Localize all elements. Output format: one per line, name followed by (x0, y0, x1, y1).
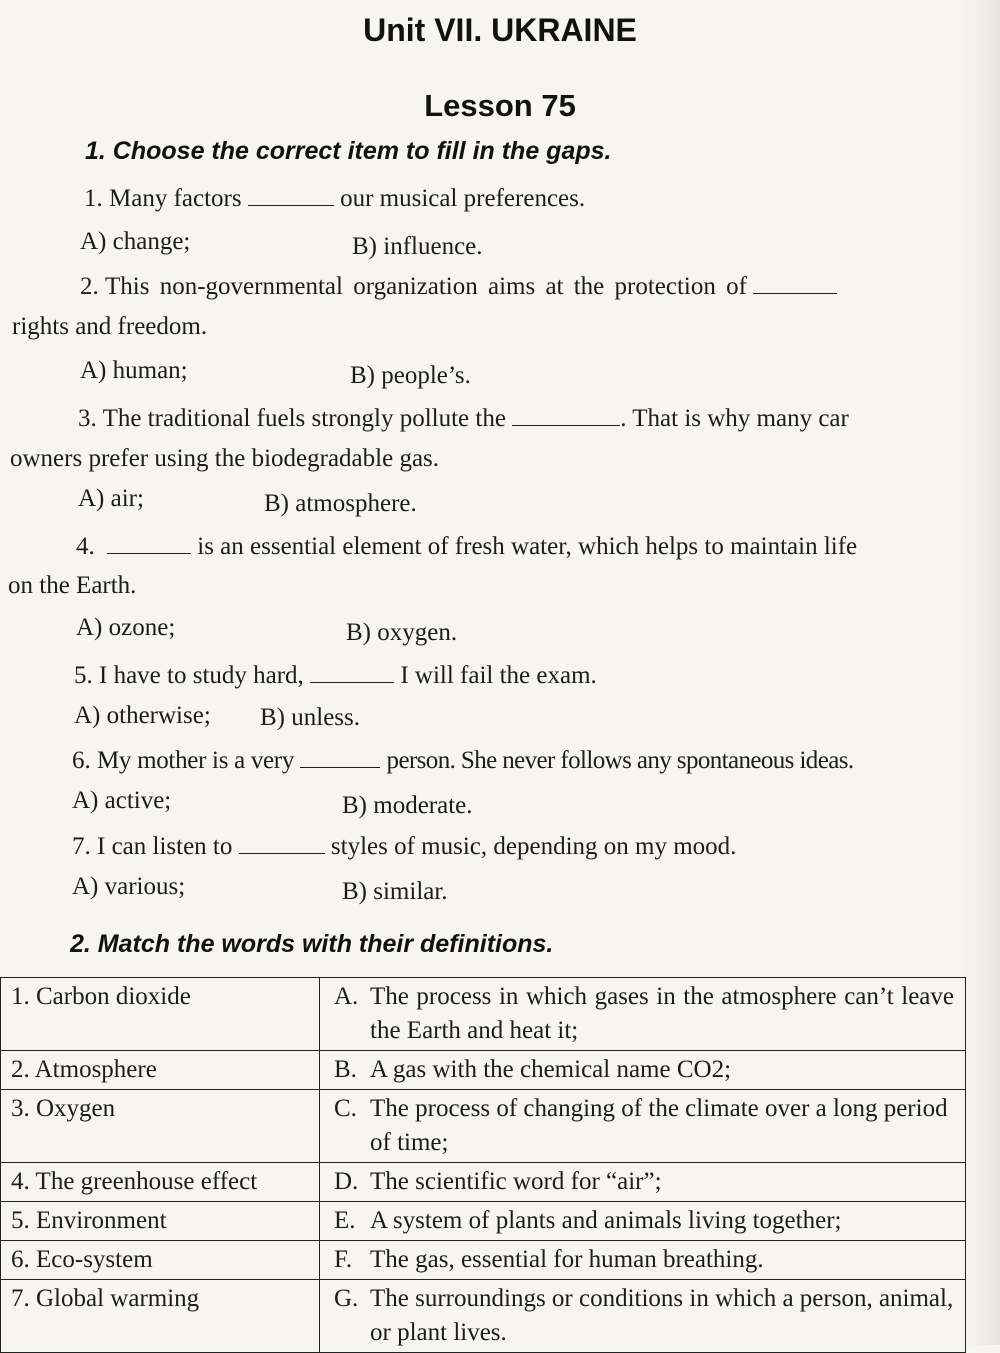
answer-gap[interactable] (300, 745, 380, 768)
option-a[interactable]: A) active; (72, 787, 172, 814)
option-b[interactable]: B) unless. (260, 704, 360, 731)
answer-gap[interactable] (239, 831, 325, 854)
question-text: The traditional fuels strongly pollute the (102, 405, 506, 432)
term-cell[interactable]: 2. Atmosphere (1, 1051, 320, 1090)
lesson-title: Lesson 75 (424, 88, 576, 123)
definition-cell[interactable] (320, 1241, 966, 1280)
definition-cell[interactable] (320, 978, 966, 1051)
definition-cell[interactable] (320, 1090, 966, 1163)
question-number: 7. (72, 833, 91, 860)
option-a[interactable]: A) air; (78, 485, 144, 512)
question-5 (74, 657, 597, 695)
option-b[interactable]: B) similar. (342, 878, 448, 905)
matching-table (0, 977, 966, 1353)
definition-cell[interactable] (320, 1280, 966, 1353)
option-a[interactable]: A) otherwise; (74, 702, 211, 729)
option-b[interactable]: B) oxygen. (346, 619, 458, 646)
option-b[interactable]: B) influence. (352, 233, 483, 260)
question-text: . That is why many car (620, 405, 849, 432)
option-a[interactable]: A) various; (72, 873, 186, 900)
question-3 (78, 400, 849, 438)
definition-text: A gas with the chemical name CO2; (370, 1056, 732, 1083)
question-number: 2. (80, 273, 99, 300)
term-cell[interactable]: 3. Oxygen (1, 1090, 320, 1163)
term-cell[interactable]: 4. The greenhouse effect (1, 1163, 320, 1202)
question-2-continued: rights and freedom. (12, 313, 208, 340)
term-cell[interactable]: 7. Global warming (1, 1280, 320, 1353)
definition-letter: A. (334, 983, 359, 1010)
question-text: This non-governmental organization aims at the protection of (105, 273, 747, 300)
definition-cell[interactable] (320, 1163, 966, 1202)
table-row (1, 1051, 966, 1090)
definition-text: The process of changing of the climate over a long period of time; (370, 1095, 948, 1156)
question-number: 4. (76, 533, 95, 560)
question-3-continued: owners prefer using the biodegradable gas. (10, 445, 440, 472)
term-cell[interactable]: 6. Eco-system (1, 1241, 320, 1280)
question-number: 6. (72, 747, 91, 774)
table-row (1, 978, 966, 1051)
definition-cell[interactable] (320, 1051, 966, 1090)
table-row (1, 1241, 966, 1280)
question-2 (80, 268, 837, 306)
question-7 (72, 828, 736, 866)
definition-text: The process in which gases in the atmosphere can’t leave the Earth and heat it; (370, 983, 954, 1044)
definition-text: A system of plants and animals living together; (370, 1207, 842, 1234)
task1-title: 1. Choose the correct item to fill in the gaps. (85, 137, 612, 165)
question-number: 3. (78, 405, 97, 432)
option-a[interactable]: A) human; (80, 357, 188, 384)
question-text: is an essential element of fresh water, which helps to maintain life (197, 533, 858, 560)
term-cell[interactable]: 5. Environment (1, 1202, 320, 1241)
question-text: I can listen to (97, 833, 233, 860)
question-text: Many factors (109, 185, 242, 212)
question-4-continued: on the Earth. (8, 572, 137, 599)
question-text: our musical preferences. (340, 185, 586, 212)
option-b[interactable]: B) atmosphere. (264, 490, 417, 517)
definition-text: The gas, essential for human breathing. (370, 1246, 764, 1273)
task2-title: 2. Match the words with their definitions. (70, 930, 554, 958)
unit-title: Unit VII. UKRAINE (363, 12, 637, 48)
question-number: 5. (74, 662, 93, 689)
question-text: I will fail the exam. (400, 662, 597, 689)
question-text: My mother is a very (97, 747, 295, 774)
option-b[interactable]: B) moderate. (342, 792, 473, 819)
question-6 (72, 742, 853, 780)
definition-letter: D. (334, 1168, 359, 1195)
answer-gap[interactable] (753, 271, 837, 294)
table-row (1, 1280, 966, 1353)
definition-letter: E. (334, 1207, 356, 1234)
page-edge-shadow (962, 0, 1000, 1345)
definition-letter: F. (334, 1246, 353, 1273)
answer-gap[interactable] (107, 531, 191, 554)
question-number: 1. (84, 185, 103, 212)
question-1 (84, 180, 585, 218)
definition-letter: B. (334, 1056, 357, 1083)
option-b[interactable]: B) people’s. (350, 362, 471, 389)
answer-gap[interactable] (310, 660, 394, 683)
definition-text: The scientific word for “air”; (370, 1168, 662, 1195)
question-text: I have to study hard, (99, 662, 304, 689)
option-a[interactable]: A) change; (80, 228, 191, 255)
option-a[interactable]: A) ozone; (76, 614, 176, 641)
term-cell[interactable]: 1. Carbon dioxide (1, 978, 320, 1051)
question-4 (76, 528, 857, 566)
table-row (1, 1163, 966, 1202)
answer-gap[interactable] (512, 403, 620, 426)
definition-letter: C. (334, 1095, 357, 1122)
question-text: person. She never follows any spontaneous ideas. (386, 747, 854, 774)
table-row (1, 1202, 966, 1241)
question-text: styles of music, depending on my mood. (330, 833, 737, 860)
definition-text: The surroundings or conditions in which a person, animal, or plant lives. (370, 1285, 954, 1346)
definition-cell[interactable] (320, 1202, 966, 1241)
definition-letter: G. (334, 1285, 359, 1312)
answer-gap[interactable] (248, 183, 334, 206)
table-row (1, 1090, 966, 1163)
